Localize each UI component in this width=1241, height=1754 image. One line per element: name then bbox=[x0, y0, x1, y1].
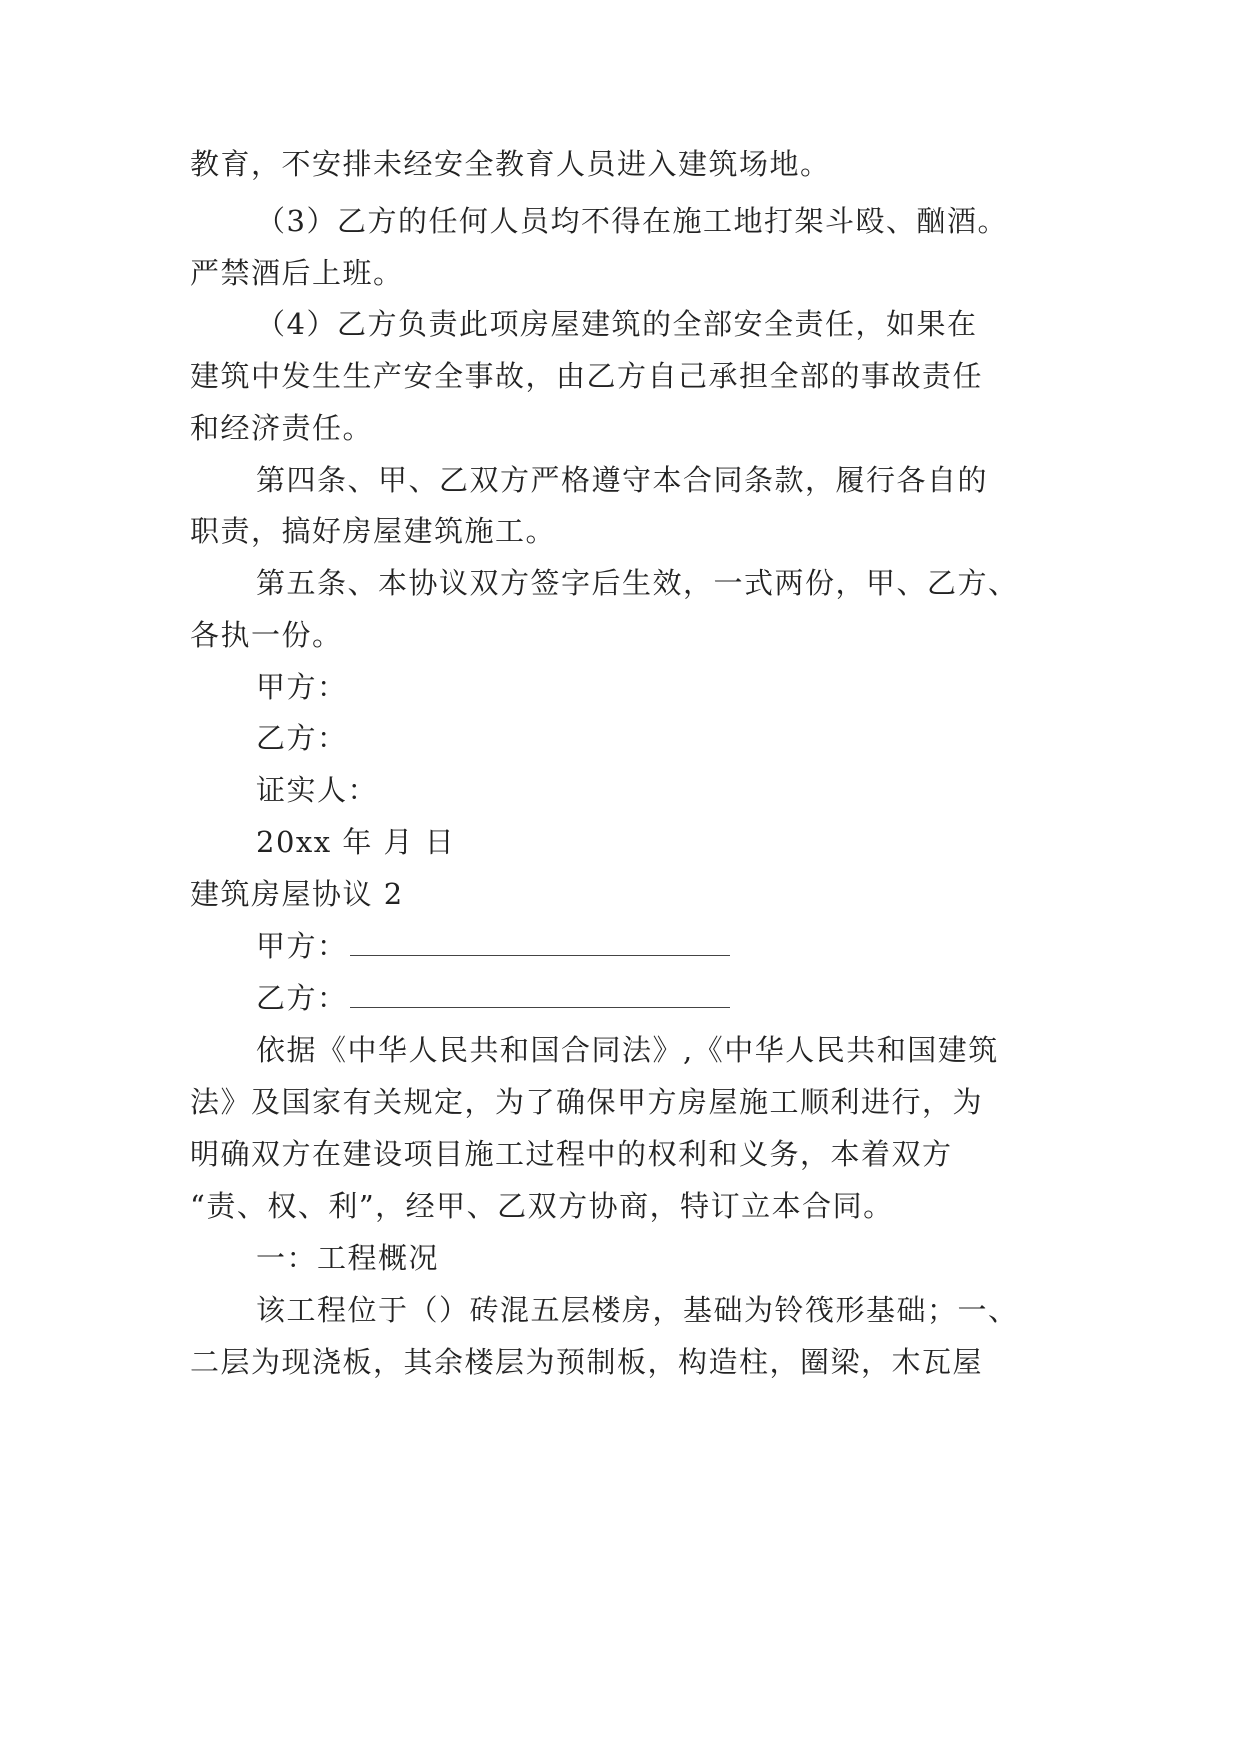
party-a-row bbox=[256, 928, 1136, 964]
party-b-blank bbox=[350, 981, 730, 1008]
text-line: 依据《中华人民共和国合同法》,《中华人民共和国建筑 bbox=[256, 1033, 999, 1067]
text-line: 严禁酒后上班。 bbox=[190, 256, 404, 290]
text-line: 明确双方在建设项目施工过程中的权利和义务，本着双方 bbox=[190, 1137, 953, 1171]
party-b-row bbox=[256, 980, 1136, 1016]
text-line: 和经济责任。 bbox=[190, 411, 374, 445]
party-a-label-2: 甲方： bbox=[256, 929, 348, 963]
text-line: 教育，不安排未经安全教育人员进入建筑场地。 bbox=[190, 147, 831, 181]
text-line: 职责，搞好房屋建筑施工。 bbox=[190, 514, 557, 548]
text-line: （3）乙方的任何人员均不得在施工地打架斗殴、酗酒。 bbox=[256, 204, 1008, 238]
party-a-blank bbox=[350, 929, 730, 956]
section-title: 建筑房屋协议 2 bbox=[190, 877, 404, 911]
text-line: 该工程位于（）砖混五层楼房，基础为铃筏形基础；一、 bbox=[256, 1293, 1019, 1327]
text-line: “责、权、利”，经甲、乙双方协商，特订立本合同。 bbox=[190, 1189, 894, 1223]
date-line: 20xx 年 月 日 bbox=[256, 825, 456, 859]
text-line: 建筑中发生生产安全事故，由乙方自己承担全部的事故责任 bbox=[190, 359, 984, 393]
party-b-label-2: 乙方： bbox=[256, 981, 348, 1015]
text-line: 各执一份。 bbox=[190, 618, 343, 652]
party-b-label: 乙方： bbox=[256, 721, 348, 755]
text-line: 二层为现浇板，其余楼层为预制板，构造柱，圈梁，木瓦屋 bbox=[190, 1345, 984, 1379]
section-heading: 一：工程概况 bbox=[256, 1241, 440, 1275]
text-line: （4）乙方负责此项房屋建筑的全部安全责任，如果在 bbox=[256, 307, 978, 341]
text-line: 法》及国家有关规定，为了确保甲方房屋施工顺利进行，为 bbox=[190, 1085, 984, 1119]
text-line: 第四条、甲、乙双方严格遵守本合同条款，履行各自的 bbox=[256, 463, 989, 497]
text-line: 第五条、本协议双方签字后生效，一式两份，甲、乙方、 bbox=[256, 566, 1019, 600]
witness-label: 证实人： bbox=[256, 773, 379, 807]
party-a-label: 甲方： bbox=[256, 670, 348, 704]
